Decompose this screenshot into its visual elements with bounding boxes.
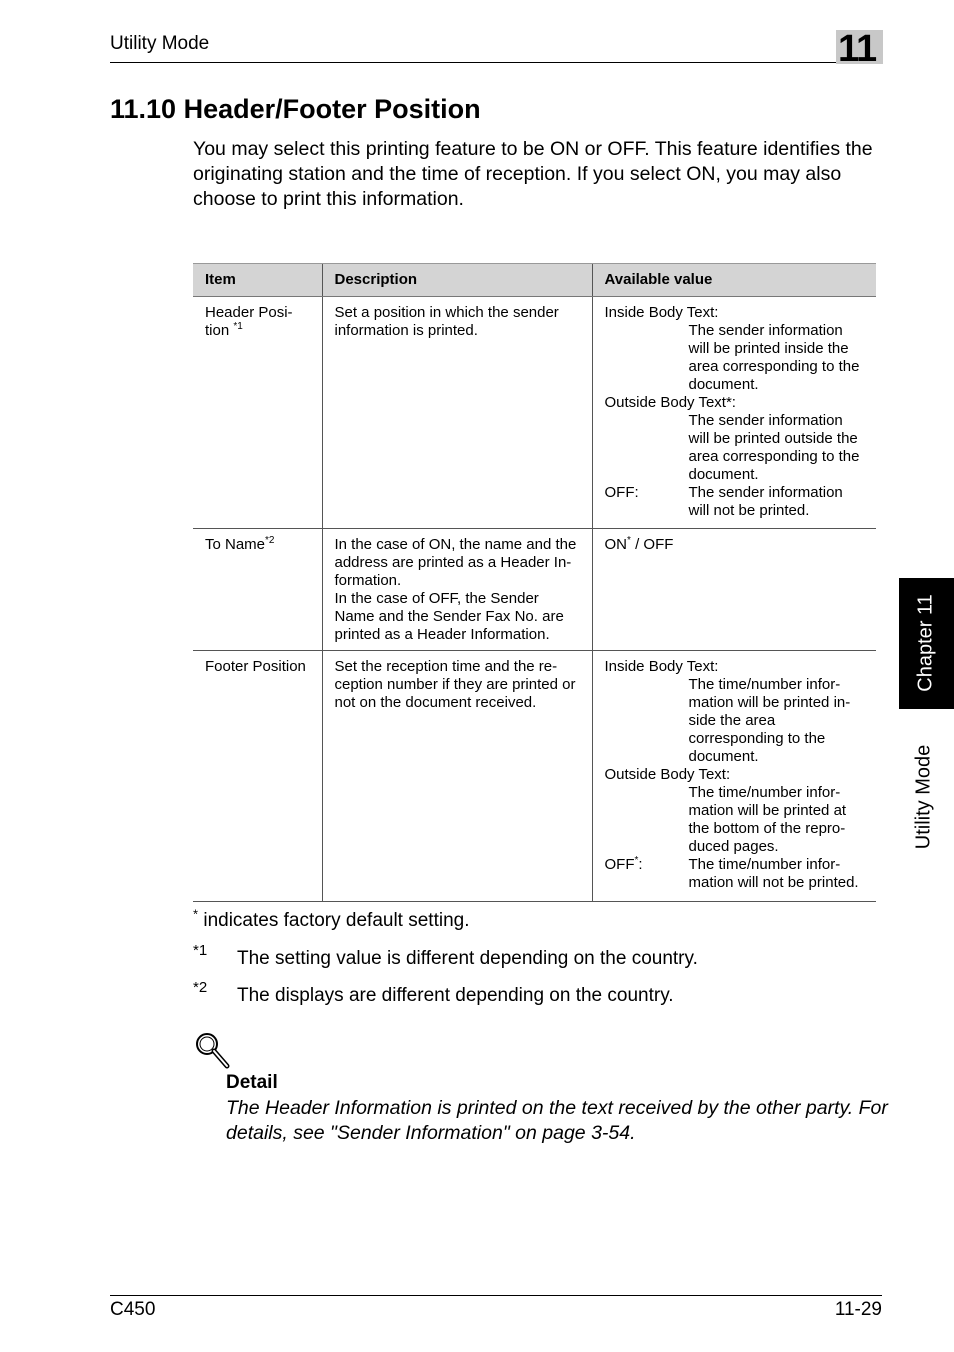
section-title: 11.10 Header/Footer Position [110,94,481,124]
item-cell: Footer Position [193,651,322,902]
item-cell [193,297,322,529]
footnote-mark: *2 [193,979,208,996]
chapter-number: 11 [838,28,877,70]
value-cell [592,651,876,902]
table-header-row [193,264,876,297]
column-header-item: Item [193,264,322,297]
footnote-text: The setting value is different depending on the country. [237,948,698,969]
intro-paragraph: You may select this printing feature to be ON or OFF. This feature identifies the originating station and the time of reception. If you select ON, you may also choose to print this information. [193,138,873,210]
running-header-title: Utility Mode [110,33,210,54]
detail-label: Detail [226,1072,278,1093]
value-option-label: OFF*: [604,855,643,873]
value-option-off [605,484,865,520]
value-option-label: Inside Body Text: [604,304,719,321]
footnote-text: The displays are different depending on the country. [237,985,674,1006]
column-header-description: Description [322,264,592,297]
footnote-mark: *1 [193,942,208,959]
value-option-text: The sender information will be printed outside the area corresponding to the document. [688,412,860,483]
value-option-text: The time/number infor-mation will be printed at the bottom of the repro-duced pages. [688,784,847,855]
value-option-text: The sender information will be printed inside the area corresponding to the document. [688,322,860,393]
value-cell [592,297,876,529]
description-cell: Set the reception time and the re-ception number if they are printed or not on the document received. [322,651,592,902]
default-marker: * [627,535,631,546]
default-setting-note: * indicates factory default setting. [193,906,470,931]
column-header-available-value: Available value [592,264,876,297]
description-cell [322,529,592,651]
description-text: In the case of ON, the name and the address are printed as a Header In-formation. In the case of OFF, the Sender Name and the Sender Fax No. are printed as a Header Information. [334,536,577,643]
header-rule [110,62,882,63]
side-tab-mode-label: Utility Mode [912,744,935,850]
settings-table [193,263,876,902]
item-name: Header Posi- tion [205,304,293,339]
table-row [193,529,876,651]
footnote-ref: *2 [265,535,275,546]
value-off: / OFF [630,536,674,553]
detail-text: The Header Information is printed on the text received by the other party. For details, see "Sender Information" on page 3-54. [226,1097,888,1144]
value-option-label: Inside Body Text: [604,658,719,675]
value-option-label: OFF: [604,484,639,501]
table-row [193,297,876,529]
item-name: To Name [205,536,266,553]
footnote-ref: *1 [233,321,243,332]
value-option-text: The time/number infor-mation will not be printed. [688,856,859,891]
footer-rule [110,1295,882,1296]
value-on: ON [604,536,627,553]
value-option-label: Outside Body Text: [604,766,731,783]
description-cell: Set a position in which the sender information is printed. [322,297,592,529]
value-option-text: The sender information will not be printed. [688,484,843,519]
footer-model: C450 [110,1299,156,1320]
magnifier-icon [193,1030,233,1070]
item-cell [193,529,322,651]
value-option-label: Outside Body Text*: [604,394,736,411]
value-option-text: The time/number infor-mation will be printed in-side the area corresponding to the document. [688,676,851,765]
value-option-off [605,856,865,892]
value-cell [592,529,876,651]
table-row [193,651,876,902]
side-tab-chapter-label: Chapter 11 [914,594,937,692]
footer-page-number: 11-29 [834,1299,882,1320]
